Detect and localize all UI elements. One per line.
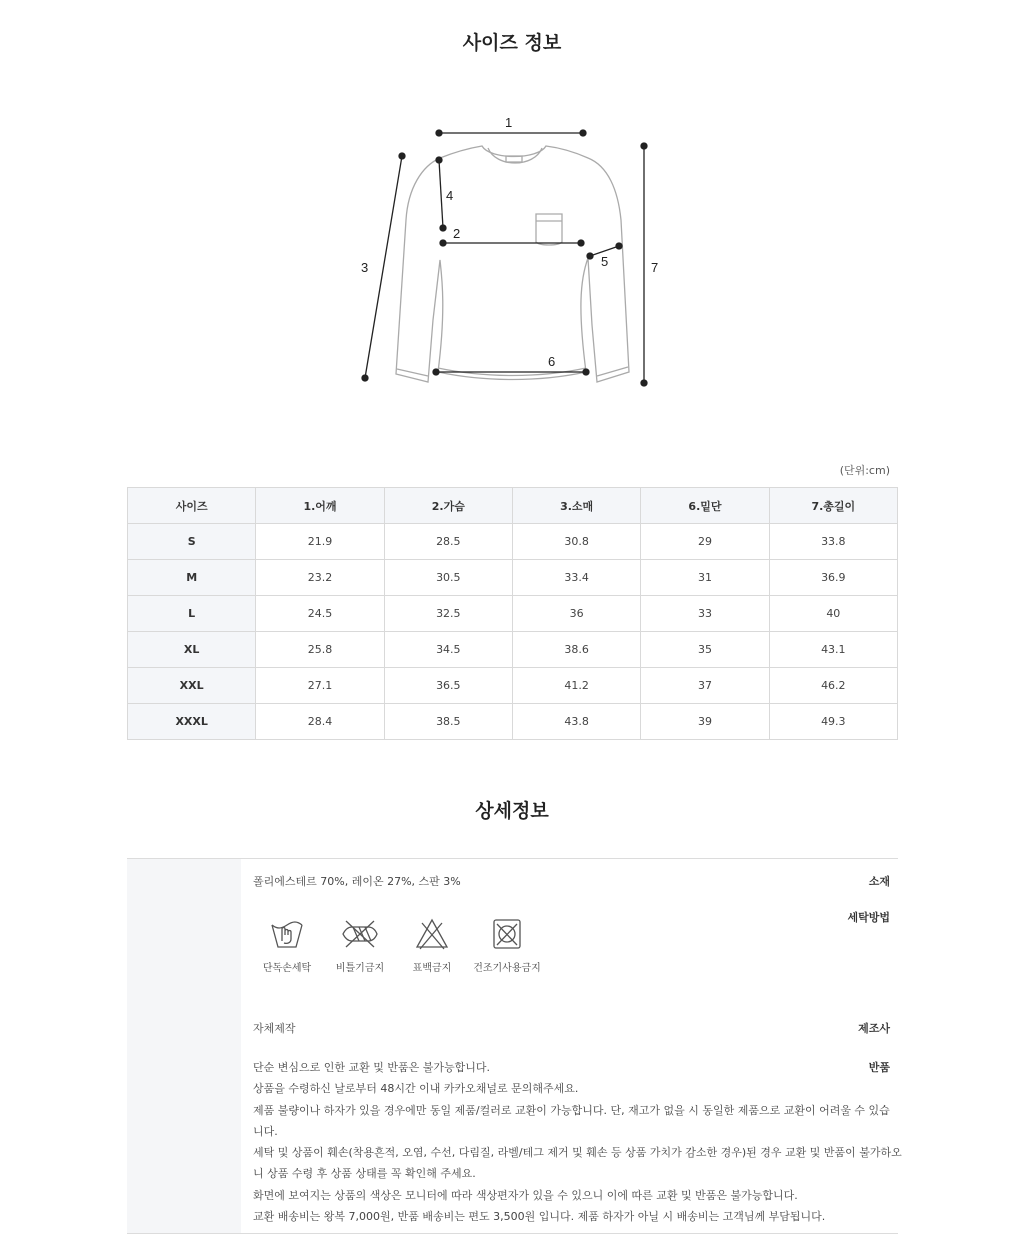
care-label: 표백금지 — [412, 963, 452, 974]
maker-value: 자체제작 — [253, 1022, 296, 1035]
diagram-label-2: 2 — [453, 226, 461, 241]
value-cell: 24.5 — [256, 596, 384, 632]
value-cell: 25.8 — [256, 632, 384, 668]
care-item-no-tumble-dry — [472, 917, 542, 974]
maker-label: 제조사 — [858, 1022, 890, 1035]
care-label: 단독손세탁 — [262, 963, 312, 974]
table-row — [128, 668, 898, 704]
care-item-no-wring — [325, 917, 395, 974]
no-bleach-icon — [414, 917, 450, 951]
value-cell: 30.5 — [384, 560, 512, 596]
value-cell: 32.5 — [384, 596, 512, 632]
label-column — [127, 859, 241, 1233]
header-sleeve: 3.소매 — [512, 488, 640, 524]
return-line: 화면에 보여지는 상품의 색상은 모니터에 따라 색상편자가 있을 수 있으니 이에 따른 교환 및 반품은 불가능합니다. — [253, 1188, 798, 1202]
diagram-label-7: 7 — [651, 260, 659, 275]
table-row — [128, 632, 898, 668]
size-info-title: 사이즈 정보 — [462, 32, 562, 54]
table-row — [128, 560, 898, 596]
material-value: 폴리에스테르 70%, 레이온 27%, 스판 3% — [253, 875, 461, 888]
value-cell: 36.9 — [769, 560, 897, 596]
value-cell: 31 — [641, 560, 769, 596]
return-line: 세탁 및 상품이 훼손(착용흔적, 오염, 수선, 다림질, 라벨/테그 제거 및 훼손 등 상품 가치가 감소한 경우)된 경우 교환 및 반품이 불가하오 — [253, 1146, 902, 1160]
care-label: 건조기사용금지 — [473, 963, 541, 974]
diagram-label-3: 3 — [361, 260, 369, 275]
header-shoulder: 1.어깨 — [256, 488, 384, 524]
return-line: 단순 변심으로 인한 교환 및 반품은 불가능합니다. — [253, 1061, 490, 1074]
size-cell: M — [128, 560, 256, 596]
value-cell: 28.5 — [384, 524, 512, 560]
value-cell: 27.1 — [256, 668, 384, 704]
table-row — [128, 704, 898, 740]
care-item-no-bleach — [397, 917, 467, 974]
return-label: 반품 — [868, 1061, 890, 1074]
value-cell: 33 — [641, 596, 769, 632]
return-policy — [253, 1057, 902, 1227]
value-cell: 43.1 — [769, 632, 897, 668]
diagram-label-4: 4 — [446, 188, 454, 203]
value-cell: 40 — [769, 596, 897, 632]
return-line: 상품을 수령하신 날로부터 48시간 이내 카카오채널로 문의해주세요. — [253, 1082, 579, 1096]
garment-measurement-diagram — [350, 110, 670, 400]
unit-label: (단위:cm) — [839, 464, 890, 477]
detail-info-title: 상세정보 — [475, 800, 549, 822]
value-cell: 33.8 — [769, 524, 897, 560]
size-table — [127, 487, 898, 740]
no-wring-icon — [340, 917, 380, 951]
value-cell: 46.2 — [769, 668, 897, 704]
size-cell: XXL — [128, 668, 256, 704]
value-cell: 34.5 — [384, 632, 512, 668]
return-line: 제품 불량이나 하자가 있을 경우에만 동일 제품/컬러로 교환이 가능합니다. 단, 재고가 없을 시 동일한 제품으로 교환이 어려울 수 있습 — [253, 1103, 890, 1117]
value-cell: 36 — [512, 596, 640, 632]
diagram-label-5: 5 — [601, 254, 609, 269]
table-row — [128, 524, 898, 560]
return-line: 니 상품 수령 후 상품 상태를 꼭 확인해 주세요. — [253, 1167, 476, 1181]
return-line: 니다. — [253, 1124, 278, 1138]
value-cell: 29 — [641, 524, 769, 560]
size-cell: L — [128, 596, 256, 632]
value-cell: 49.3 — [769, 704, 897, 740]
hand-wash-icon — [269, 917, 305, 951]
value-cell: 39 — [641, 704, 769, 740]
diagram-label-1: 1 — [505, 115, 513, 130]
value-cell: 23.2 — [256, 560, 384, 596]
size-cell: XL — [128, 632, 256, 668]
value-cell: 38.6 — [512, 632, 640, 668]
material-label: 소재 — [868, 875, 890, 888]
detail-info-table — [127, 858, 902, 1234]
care-item-hand-wash — [252, 917, 322, 974]
value-cell: 43.8 — [512, 704, 640, 740]
wash-label: 세탁방법 — [847, 911, 890, 924]
value-cell: 38.5 — [384, 704, 512, 740]
header-hem: 6.밑단 — [641, 488, 769, 524]
header-size: 사이즈 — [128, 488, 256, 524]
value-cell: 33.4 — [512, 560, 640, 596]
value-cell: 30.8 — [512, 524, 640, 560]
table-row — [128, 596, 898, 632]
header-chest: 2.가슴 — [384, 488, 512, 524]
value-cell: 35 — [641, 632, 769, 668]
size-table-header — [128, 488, 898, 524]
no-tumble-dry-icon — [489, 917, 525, 951]
value-cell: 37 — [641, 668, 769, 704]
diagram-label-6: 6 — [548, 354, 556, 369]
return-line: 교환 배송비는 왕복 7,000원, 반품 배송비는 편도 3,500원 입니다. 제품 하자가 아닐 시 배송비는 고객님께 부담됩니다. — [253, 1210, 826, 1224]
value-cell: 21.9 — [256, 524, 384, 560]
value-cell: 41.2 — [512, 668, 640, 704]
size-cell: XXXL — [128, 704, 256, 740]
size-cell: S — [128, 524, 256, 560]
value-cell: 36.5 — [384, 668, 512, 704]
header-length: 7.총길이 — [769, 488, 897, 524]
value-cell: 28.4 — [256, 704, 384, 740]
care-label: 비틀기금지 — [335, 963, 385, 974]
